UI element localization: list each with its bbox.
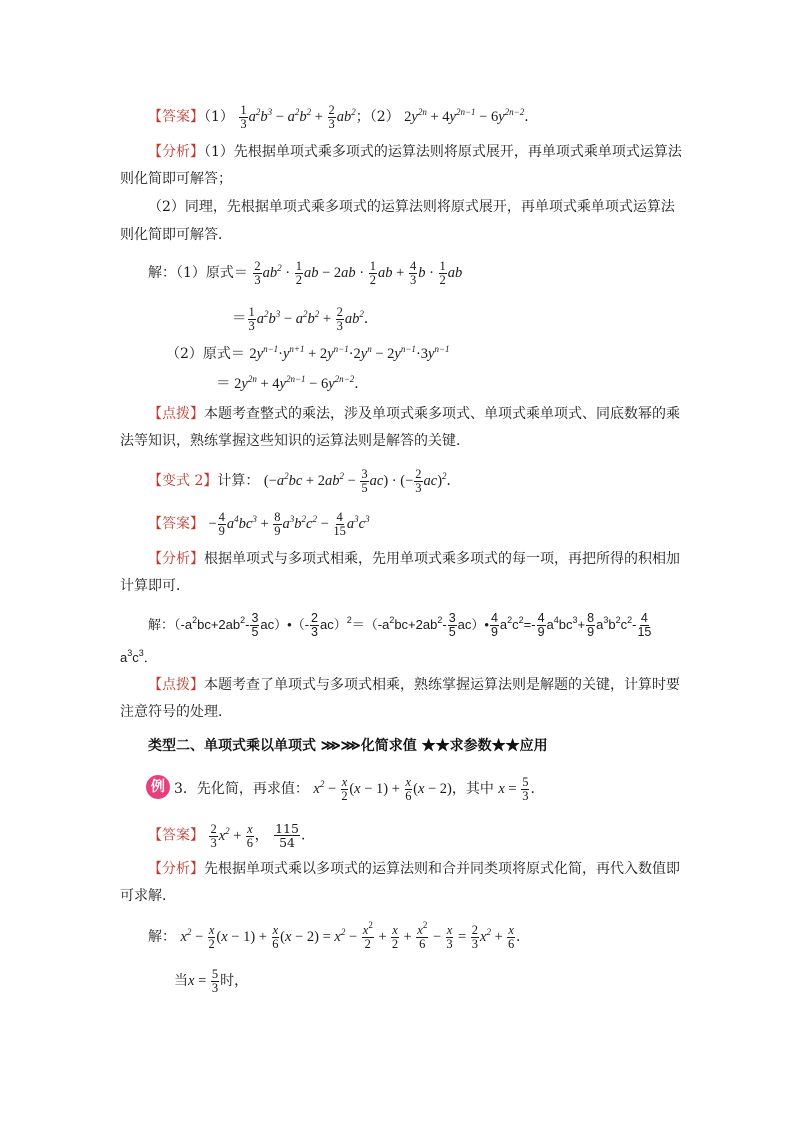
- analysis-line-1: 【分析】（1）先根据单项式乘多项式的运算法则将原式展开，再单项式乘单项式运算法: [148, 144, 682, 160]
- solution-step-1: 解：（1）原式＝ $\frac{2}{3}$ $ab^2$ · $\frac{1}{2}$ ab − 2ab · $\frac{1}{2}$ ab + $\frac{4}{3}$ b · $\frac{1}{2}$ ab: [148, 259, 463, 287]
- variant2-tag: 【变式 2】: [148, 472, 218, 489]
- solution-step-2: ＝ $\frac{1}{3}$ $a^2b^3 - a^2b^2$ + $\frac{2}{3}$ $ab^2$．: [232, 305, 378, 333]
- example3-when: 当x = $\frac{5}{3}$ 时，: [174, 967, 249, 995]
- answer-expression-2: $2y^{2n} + 4y^{2n-1} - 6y^{2n-2}$: [404, 106, 525, 125]
- variant2-tip-tag: 【点拨】: [148, 677, 204, 693]
- variant2-answer-tag: 【答案】: [148, 515, 204, 532]
- variant2-tip-line-2: 注意符号的处理．: [120, 704, 232, 720]
- example3-answer-tag: 【答案】: [148, 827, 204, 844]
- example3-analysis-line-1: 【分析】先根据单项式乘以多项式的运算法则和合并同类项将原式化简，再代入数值即: [148, 861, 680, 877]
- example3-prompt: 例 3．先化简，再求值： $x^2$ − $\frac{x}{2}$ (x − 1) + $\frac{x}{6}$ (x − 2)，其中 x = $\frac{5}{3}$ ．: [146, 776, 544, 803]
- answer-expression-1: $\frac{1}{3}$ $a^2b^3 - a^2b^2$ + $\frac{2}{3}$ $ab^2$: [240, 103, 356, 131]
- tip-line-1: 【点拨】本题考查整式的乘法，涉及单项式乘多项式、单项式乘单项式、同底数幂的乘: [148, 406, 680, 422]
- tip-line-2: 法等知识，熟练掌握这些知识的运算法则是解答的关键．: [120, 433, 470, 449]
- tip-tag: 【点拨】: [148, 406, 204, 422]
- example-badge: 例: [146, 775, 170, 799]
- answer-line-1: 【答案】（1） $\frac{1}{3}$ $a^2b^3 - a^2b^2$ + $\frac{2}{3}$ $ab^2$；（2） $2y^{2n} + 4y^{2n-1} - 6y^{2n-2}$．: [148, 103, 539, 131]
- section-heading: 类型二、单项式乘以单项式 ⋙⋙化简求值 ★★求参数★★应用: [148, 738, 548, 754]
- analysis-line-2: 则化简即可解答；: [120, 171, 232, 187]
- variant2-prompt: 【变式 2】计算： ($-a^2bc + 2ab^2$ − $\frac{3}{5}$ ac) · (− $\frac{2}{3}$ ac)$^2$．: [148, 467, 461, 495]
- variant2-analysis-tag: 【分析】: [148, 551, 204, 567]
- variant2-analysis-line-1: 【分析】根据单项式与多项式相乘，先用单项式乘多项式的每一项，再把所得的积相加: [148, 551, 680, 567]
- example3-answer-value: $\frac{115}{54}$: [275, 821, 299, 850]
- solution-step-4: ＝ $2y^{2n} + 4y^{2n-1} - 6y^{2n-2}$．: [216, 374, 369, 392]
- analysis-line-3: （2）同理，先根据单项式乘多项式的运算法则将原式展开，再单项式乘单项式运算法: [148, 199, 675, 215]
- example3-analysis-line-2: 可求解．: [120, 888, 176, 904]
- variant2-analysis-line-2: 计算即可．: [120, 578, 190, 594]
- analysis-tag: 【分析】: [148, 144, 204, 160]
- analysis-line-4: 则化简即可解答．: [120, 227, 232, 243]
- example3-answer: 【答案】 $\frac{2}{3}$ $x^2$ + $\frac{x}{6}$ ， $\frac{115}{54}$ ．: [148, 821, 315, 850]
- example3-analysis-tag: 【分析】: [148, 861, 204, 877]
- example3-solution: 解： $x^2$ − $\frac{x}{2}$ (x − 1) + $\frac{x}{6}$ $(x - 2) = x^2$ − $\frac{x^2}{2}$ + $\frac{x}{2}$ + $\frac{x^2}{6}$ − $\frac{x}{3}$ = $\frac{2}{3}$ $x^2$ + $\frac{x}{6}$ ．: [148, 920, 530, 951]
- variant2-answer: 【答案】 − $\frac{4}{9}$ $a^4bc^3$ + $\frac{8}{9}$ $a^3b^2c^2$ − $\frac{4}{15}$ $a^3c^3$: [148, 510, 370, 538]
- answer-tag: 【答案】: [148, 108, 204, 125]
- solution-step-3: （2）原式＝ $2y^{n-1}\cdot y^{n+1} + 2y^{n-1}\cdot 2y^n - 2y^{n-1}\cdot 3y^{n-1}$: [166, 344, 450, 362]
- variant2-solution-line-1: 解：（$-a^2bc+2ab^2-$ $\frac{3}{5}$ ac）•（- $\frac{2}{3}$ $ac)^2=(-a^2bc+2ab^2-$ $\frac{3}{5}$ ac）• $\frac{4}{9}$ $a^2c^2=-$ $\frac{4}{9}$ $a^4bc^3+$ $\frac{8}{9}$ $a^3b^2c^2-$ $\frac{4}{15}$: [148, 611, 652, 639]
- variant2-solution-line-2: $a^3c^3$．: [120, 648, 157, 665]
- variant2-tip-line-1: 【点拨】本题考查了单项式与多项式相乘，熟练掌握运算法则是解题的关键，计算时要: [148, 677, 680, 693]
